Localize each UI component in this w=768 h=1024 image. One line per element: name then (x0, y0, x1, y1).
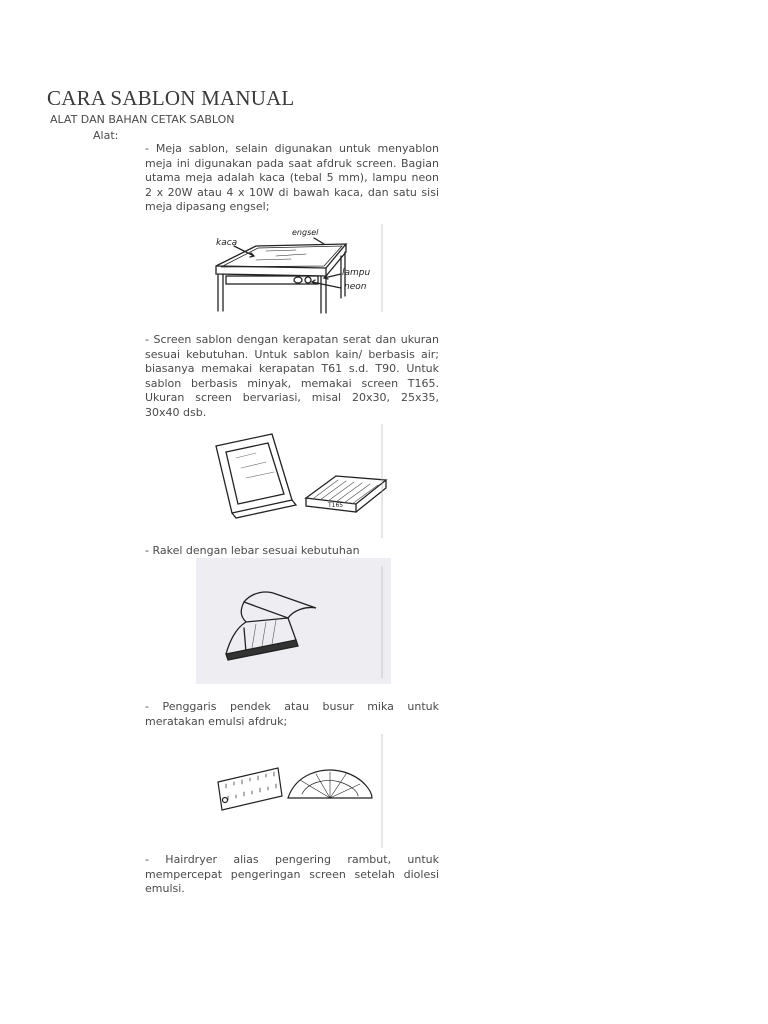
item-rakel-text: - Rakel dengan lebar sesuai kebutuhan (145, 544, 360, 557)
figure-label-kaca: kaca (216, 238, 238, 248)
figure-label-lampu: lampu (342, 268, 371, 278)
screen-sablon-illustration (196, 418, 391, 543)
subsection-heading: Alat: (93, 129, 119, 142)
section-heading: ALAT DAN BAHAN CETAK SABLON (50, 113, 235, 126)
rakel-illustration (196, 558, 391, 684)
document-title: CARA SABLON MANUAL (47, 86, 295, 110)
figure-label-engsel: engsel (292, 228, 319, 237)
item-meja-sablon-text: - Meja sablon, selain digunakan untuk menyablon meja ini digunakan pada saat afdruk screen. Bagian utama meja adalah kaca (tebal 5 mm), lampu neon 2 x 20W atau 4 x 10W di bawah kaca, dan satu sisi meja dipasang engsel; (145, 142, 439, 213)
item-hairdryer-text: - Hairdryer alias pengering rambut, untuk mempercepat pengeringan screen setelah diolesi emulsi. (145, 853, 439, 895)
penggaris-busur-illustration (196, 728, 391, 853)
figure-label-t165: T165 (328, 502, 344, 509)
item-screen-sablon-text: - Screen sablon dengan kerapatan serat dan ukuran sesuai kebutuhan. Untuk sablon kain/ berbasis air; biasanya memakai kerapatan T61 s.d. T90. Untuk sablon berbasis minyak, memakai screen T165. Ukuran screen bervariasi, misal 20x30, 25x35, 30x40 dsb. (145, 333, 439, 419)
meja-sablon-illustration (196, 216, 391, 316)
item-penggaris-text: - Penggaris pendek atau busur mika untuk meratakan emulsi afdruk; (145, 700, 439, 728)
figure-label-neon: neon (344, 282, 367, 292)
